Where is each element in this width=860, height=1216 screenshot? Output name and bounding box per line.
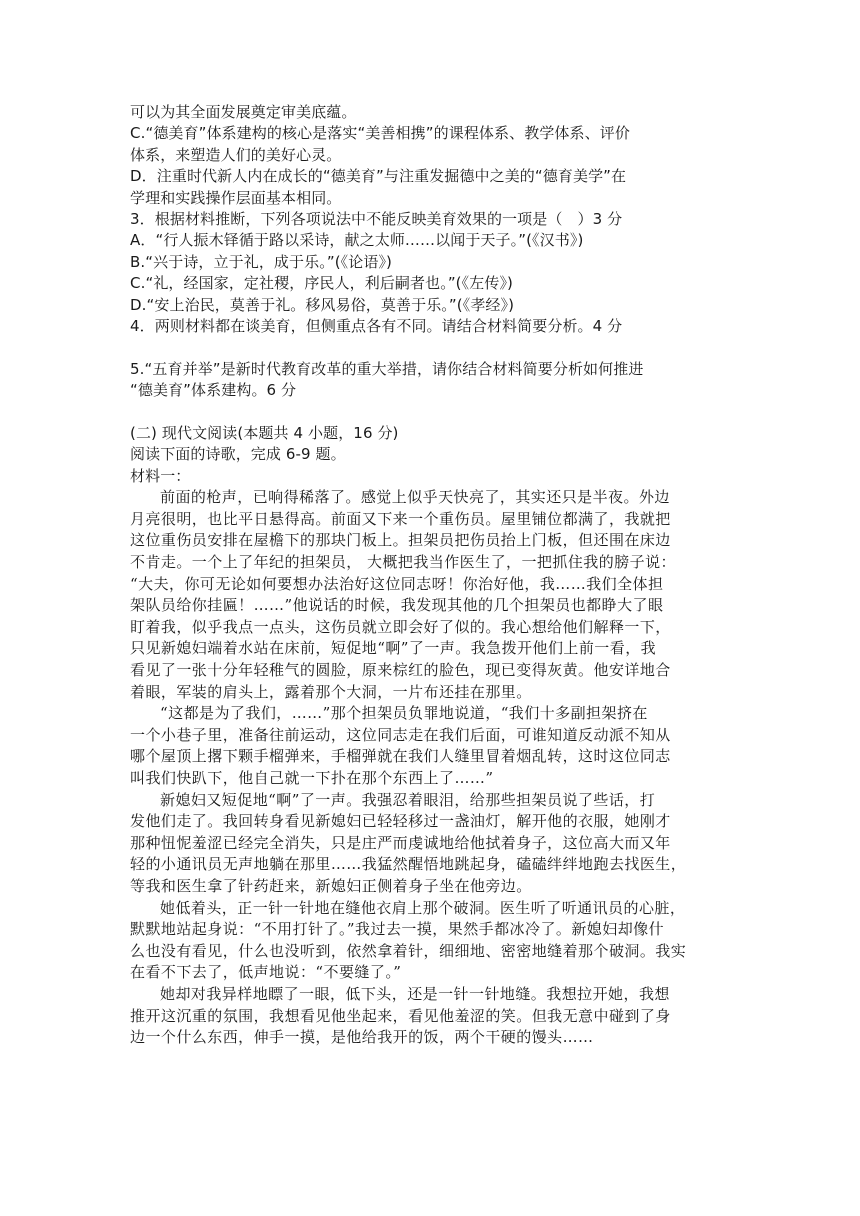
text-line: 一个小巷子里，准备往前运动，这位同志走在我们后面，可谁知道反动派不知从 bbox=[130, 725, 671, 744]
text-line: 边一个什么东西，伸手一摸，是他给我开的饭，两个干硬的馒头…… bbox=[130, 1028, 594, 1047]
text-line: 这位重伤员安排在屋檐下的那块门板上。担架员把伤员抬上门板，但还围在床边 bbox=[130, 531, 671, 550]
material-label: 材料一： bbox=[130, 466, 191, 485]
question-3: 3．根据材料推断，下列各项说法中不能反映美育效果的一项是（ ）3 分 bbox=[130, 210, 623, 229]
option-d: D.“安上治民，莫善于礼。移风易俗，莫善于乐。”(《孝经》) bbox=[130, 295, 515, 314]
text-line: 推开这沉重的氛围，我想看见他坐起来，看见他羞涩的笑。但我无意中碰到了身 bbox=[130, 1006, 671, 1025]
text-line: 么也没有看见，什么也没听到，依然拿着针，细细地、密密地缝着那个破洞。我实 bbox=[130, 941, 687, 960]
text-line: 等我和医生拿了针药赶来，新媳妇正侧着身子坐在他旁边。 bbox=[130, 876, 532, 895]
text-line: 不肯走。一个上了年纪的担架员， 大概把我当作医生了，一把抓住我的膀子说： bbox=[130, 553, 676, 572]
text-line: “大夫，你可无论如何要想办法治好这位同志呀！你治好他，我……我们全体担 bbox=[130, 574, 664, 593]
question-options-block bbox=[130, 102, 732, 337]
text-line: 看见了一张十分年轻稚气的圆脸，原来棕红的脸色，现已变得灰黄。他安详地合 bbox=[130, 661, 671, 680]
spacer bbox=[130, 337, 732, 358]
question-4: 4．两则材料都在谈美育，但侧重点各有不同。请结合材料简要分析。4 分 bbox=[130, 317, 623, 336]
text-line: 那种忸怩羞涩已经完全消失，只是庄严而虔诚地给他拭着身子，这位高大而又年 bbox=[130, 833, 671, 852]
section-header-block bbox=[130, 423, 732, 487]
text-line: 发他们走了。我回转身看见新媳妇已轻轻移过一盏油灯，解开他的衣服，她刚才 bbox=[130, 812, 671, 831]
option-b: B.“兴于诗，立于礼，成于乐。”(《论语》) bbox=[130, 252, 393, 271]
question-5-block bbox=[130, 359, 732, 402]
paragraph bbox=[130, 487, 732, 703]
text-line: 架队员给你挂匾！……”他说话的时候，我发现其他的几个担架员也都睁大了眼 bbox=[130, 596, 664, 615]
text-line: 新媳妇又短促地“啊”了一声。我强忍着眼泪，给那些担架员说了些话，打 bbox=[160, 790, 656, 809]
text-line: 月亮很明，也比平日悬得高。前面又下来一个重伤员。屋里铺位都满了，我就把 bbox=[130, 509, 671, 528]
text-line: 着眼，军装的肩头上，露着那个大洞，一片布还挂在那里。 bbox=[130, 682, 532, 701]
paragraph bbox=[130, 898, 732, 984]
text-line: “德美育”体系建构。6 分 bbox=[130, 381, 297, 400]
paragraph bbox=[130, 984, 732, 1049]
text-line: 她却对我异样地瞟了一眼，低下头，还是一针一针地缝。我想拉开她，我想 bbox=[160, 984, 670, 1003]
text-line: 叫我们快趴下，他自己就一下扑在那个东西上了……” bbox=[130, 769, 494, 787]
text-line: “这都是为了我们，……”那个担架员负罪地说道，“我们十多副担架挤在 bbox=[160, 704, 648, 723]
instruction: 阅读下面的诗歌，完成 6-9 题。 bbox=[130, 445, 346, 464]
text-line: 体系，来塑造人们的美好心灵。 bbox=[130, 145, 342, 164]
option-a: A．“行人振木铎循于路以采诗，献之太师……以闻于天子。”(《汉书》) bbox=[130, 231, 584, 250]
paragraph bbox=[130, 790, 732, 898]
text-line: 她低着头，正一针一针地在缝他衣肩上那个破洞。医生听了听通讯员的心脏， bbox=[160, 898, 686, 917]
text-line: 可以为其全面发展奠定审美底蕴。 bbox=[130, 103, 357, 121]
paragraph bbox=[130, 703, 732, 789]
text-line: 轻的小通讯员无声地躺在那里……我猛然醒悟地跳起身，磕磕绊绊地跑去找医生， bbox=[130, 855, 687, 874]
story-passage bbox=[130, 487, 732, 1048]
question-5: 5.“五育并举”是新时代教育改革的重大举措，请你结合材料简要分析如何推进 bbox=[130, 359, 644, 378]
text-line: 哪个屋顶上撂下颗手榴弹来，手榴弹就在我们人缝里冒着烟乱转，这时这位同志 bbox=[130, 747, 671, 766]
text-line: 学理和实践操作层面基本相同。 bbox=[130, 188, 342, 207]
option-d: D．注重时代新人内在成长的“德美育”与注重发掘德中之美的“德育美学”在 bbox=[130, 167, 627, 186]
text-line: 盯着我，似乎我点一点头，这伤员就立即会好了似的。我心想给他们解释一下， bbox=[130, 617, 671, 636]
spacer bbox=[130, 402, 732, 423]
option-c: C.“礼，经国家，定社稷，序民人，利后嗣者也。”(《左传》) bbox=[130, 274, 513, 293]
text-line: 只见新媳妇端着水站在床前，短促地“啊”了一声。我急拨开他们上前一看，我 bbox=[130, 639, 657, 658]
text-line: 在看不下去了，低声地说：“不要缝了。” bbox=[130, 963, 402, 982]
document-page bbox=[130, 102, 732, 1049]
option-c: C.“德美育”体系建构的核心是落实“美善相携”的课程体系、教学体系、评价 bbox=[130, 124, 630, 143]
text-line: 默默地站起身说：“不用打针了。”我过去一摸，果然手都冰冷了。新媳妇却像什 bbox=[130, 920, 665, 939]
section-title: (二) 现代文阅读(本题共 4 小题，16 分) bbox=[130, 424, 399, 443]
text-line: 前面的枪声，已响得稀落了。感觉上似乎天快亮了，其实还只是半夜。外边 bbox=[160, 488, 670, 507]
